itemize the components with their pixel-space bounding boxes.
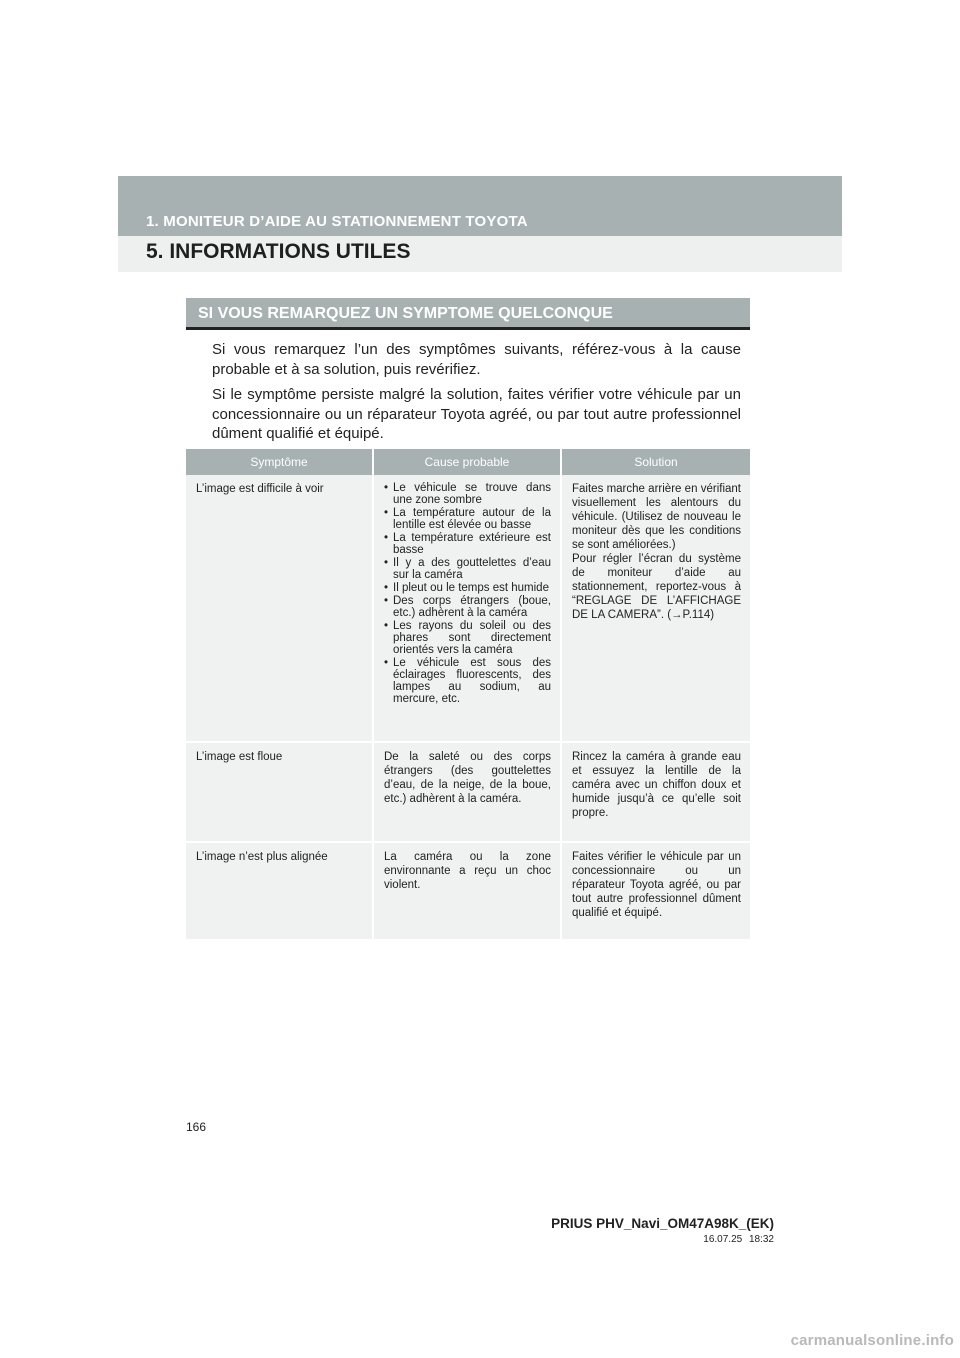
cause-cell [374, 475, 562, 743]
symptom-cell: L’image n’est plus alignée [186, 843, 374, 939]
chapter-title: 1. MONITEUR D’AIDE AU STATIONNEMENT TOYOTA [146, 213, 528, 230]
cause-cell: La caméra ou la zone environnante a reçu un choc violent. [374, 843, 562, 939]
list-item: • Les rayons du soleil ou des phares sont directement orientés vers la caméra [384, 620, 551, 656]
list-item: • Le véhicule se trouve dans une zone sombre [384, 482, 551, 506]
document-timestamp: 16.07.25 18:32 [703, 1234, 774, 1245]
document-id: PRIUS PHV_Navi_OM47A98K_(EK) [551, 1216, 774, 1231]
intro-text [212, 340, 741, 450]
list-item: • La température autour de la lentille est élevée ou basse [384, 507, 551, 531]
symptom-cell: L’image est difficile à voir [186, 475, 374, 743]
symptom-cell: L’image est floue [186, 743, 374, 843]
intro-paragraph-2: Si le symptôme persiste malgré la solution, faites vérifier votre véhicule par un concessionnaire ou un réparateur Toyota agréé, ou par tout autre professionnel dûment qualifié et équipé. [212, 386, 741, 442]
symptom-table [186, 449, 750, 939]
page-number: 166 [186, 1120, 207, 1134]
solution-cell [562, 475, 750, 743]
list-item: • Le véhicule est sous des éclairages fluorescents, des lampes au sodium, au mercure, etc. [384, 657, 551, 705]
column-header-solution: Solution [562, 449, 750, 475]
list-item: • La température extérieure est basse [384, 532, 551, 556]
list-item: • Il pleut ou le temps est humide [384, 582, 551, 594]
watermark: carmanualsonline.info [790, 1332, 954, 1349]
column-header-cause: Cause probable [374, 449, 562, 475]
list-item: • Il y a des gouttelettes d’eau sur la caméra [384, 557, 551, 581]
solution-reference: Pour régler l’écran du système de moniteur d’aide au stationnement, reportez-vous à “REGLAGE DE L’AFFICHAGE DE LA CAMERA”. (→P.114) [572, 553, 741, 621]
table-row [186, 743, 750, 843]
subsection-title: SI VOUS REMARQUEZ UN SYMPTOME QUELCONQUE [198, 305, 613, 322]
solution-text: Faites marche arrière en vérifiant visuellement les alentours du véhicule. (Utilisez de nouveau le moniteur dès que les conditions se sont améliorées.) [572, 483, 741, 551]
solution-cell: Faites vérifier le véhicule par un concessionnaire ou un réparateur Toyota agréé, ou par tout autre professionnel dûment qualifié et équipé. [562, 843, 750, 939]
cause-list [384, 482, 551, 705]
solution-cell: Rincez la caméra à grande eau et essuyez la lentille de la caméra avec un chiffon doux et humide jusqu’à ce qu’elle soit propre. [562, 743, 750, 843]
cause-cell: De la saleté ou des corps étrangers (des gouttelettes d’eau, de la neige, de la boue, etc.) adhèrent à la caméra. [374, 743, 562, 843]
intro-paragraph-1: Si vous remarquez l’un des symptômes suivants, référez-vous à la cause probable et à sa solution, puis revérifiez. [212, 341, 741, 378]
list-item: • Des corps étrangers (boue, etc.) adhèrent à la caméra [384, 595, 551, 619]
column-header-symptom: Symptôme [186, 449, 374, 475]
table-row [186, 843, 750, 939]
table-row [186, 475, 750, 743]
section-title: 5. INFORMATIONS UTILES [146, 240, 411, 263]
table-header-row [186, 449, 750, 475]
